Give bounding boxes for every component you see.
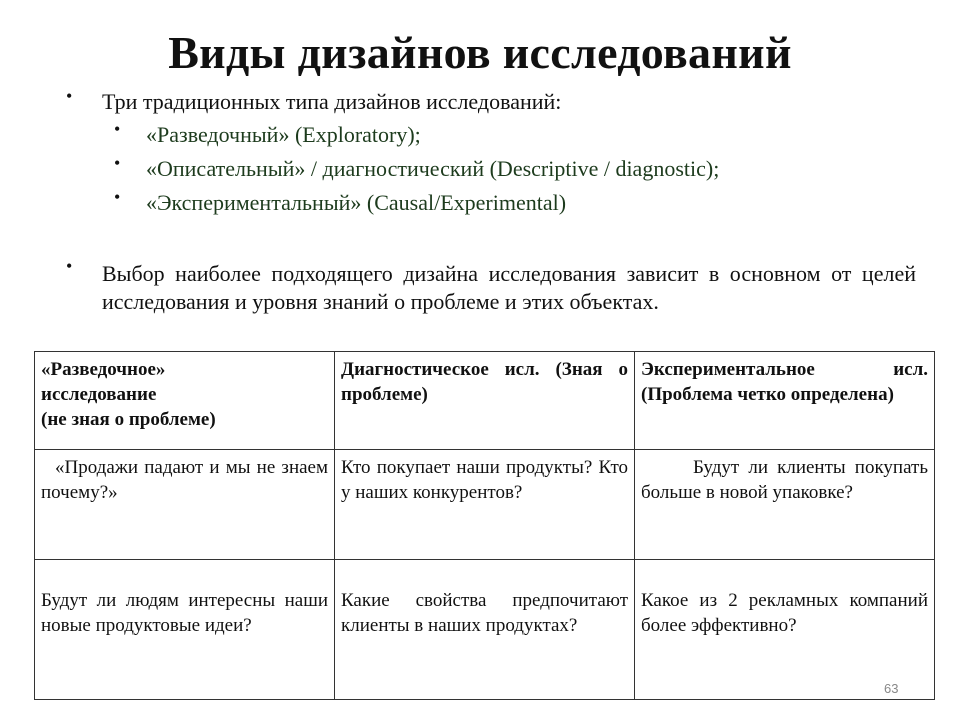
header-text: Экспериментальное исл. (Проблема четко определена) (641, 359, 928, 405)
bullet-research-types: Три традиционных типа дизайнов исследований: (102, 89, 562, 114)
header-line: (не зная о проблеме) (41, 409, 216, 430)
research-designs-table (34, 351, 935, 700)
sub-item-exploratory: «Разведочный» (Exploratory); (146, 122, 421, 147)
table-cell: Какое из 2 рекламных компаний более эффективно? (635, 560, 935, 700)
table-header-row (35, 352, 935, 450)
bullet-marker: • (66, 86, 73, 106)
table-cell: Какие свойства предпочитают клиенты в наших продуктах? (335, 560, 635, 700)
sub-bullet-marker: • (114, 119, 121, 139)
header-line: «Разведочное» (41, 359, 166, 380)
table-row (35, 560, 935, 700)
table-cell: Кто покупает наши продукты? Кто у наших конкурентов? (335, 450, 635, 560)
table-row (35, 450, 935, 560)
header-exploratory (35, 352, 335, 450)
slide-title: Виды дизайнов исследований (168, 27, 792, 78)
bullet-marker: • (66, 256, 73, 276)
table-cell: Будут ли клиенты покупать больше в новой упаковке? (635, 450, 935, 560)
sub-bullet-marker: • (114, 187, 121, 207)
header-text: Диагностическое исл. (Зная о проблеме) (341, 359, 628, 405)
table-cell: «Продажи падают и мы не знаем почему?» (35, 450, 335, 560)
page-number: 63 (884, 681, 899, 696)
sub-item-experimental: «Экспериментальный» (Causal/Experimental) (146, 190, 567, 215)
sub-bullet-marker: • (114, 153, 121, 173)
table-cell: Будут ли людям интересны наши новые продуктовые идеи? (35, 560, 335, 700)
header-line: исследование (41, 384, 157, 405)
bullet-design-choice: Выбор наиболее подходящего дизайна исследования зависит в основном от целей исследования и уровня знаний о проблеме и этих объектах. (102, 261, 916, 314)
header-experimental (635, 352, 935, 450)
header-diagnostic (335, 352, 635, 450)
sub-item-descriptive: «Описательный» / диагностический (Descriptive / diagnostic); (146, 156, 720, 181)
